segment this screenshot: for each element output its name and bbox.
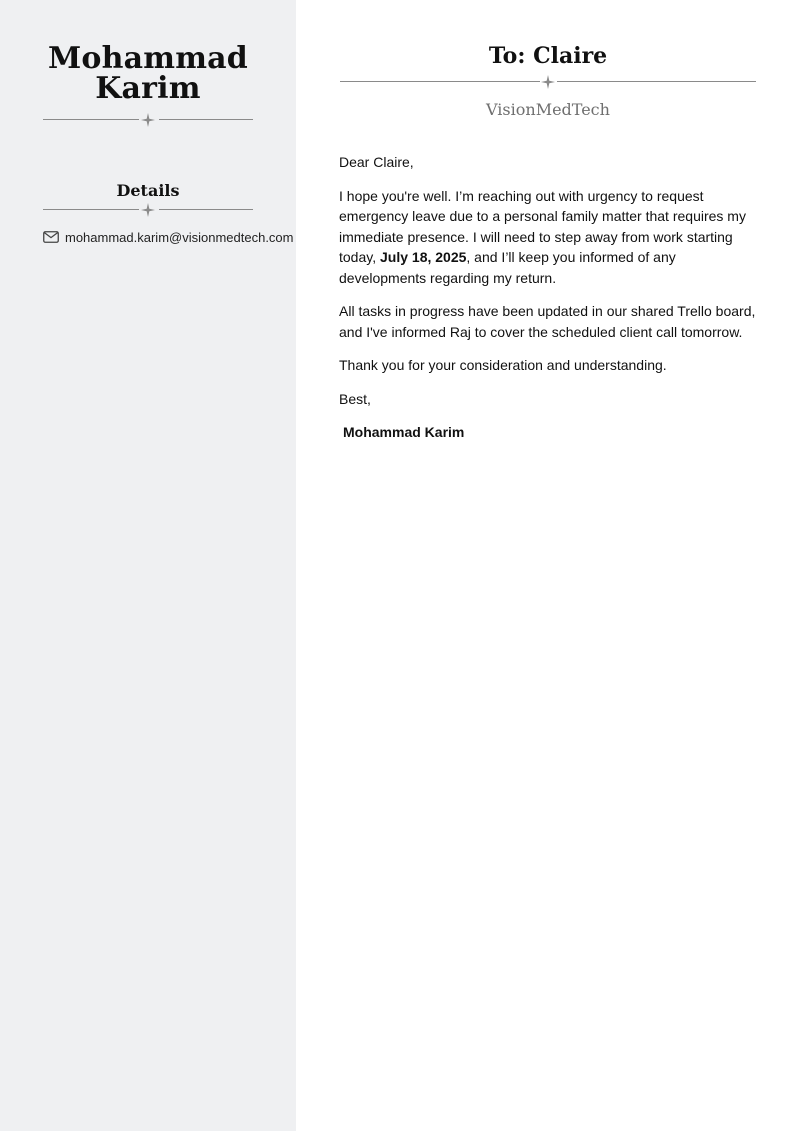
closing: Best, [339,390,371,407]
paragraph-1-text-start: I hope you're well. I’m reaching out with urgency to request emergency leave due to a personal family matter that requires my immediate presence. I will need to step away from work starting today, [339,187,746,265]
letter-body [339,152,759,456]
email-link[interactable]: mohammad.karim@visionmedtech.com [65,229,294,245]
sparkle-icon [141,113,155,127]
leave-start-date: July 18, 2025 [380,249,467,265]
name-divider [43,113,253,127]
paragraph-1-text-end: , and I’ll keep you informed of any developments regarding my return. [339,249,676,286]
recipient-heading: To: Claire [488,43,608,69]
sidebar [0,0,296,1131]
paragraph-3: Thank you for your consideration and understanding. [339,357,667,373]
details-divider [43,203,253,217]
envelope-icon [43,231,59,243]
sender-first-name: Mohammad [48,41,248,76]
recipient-divider [340,75,756,89]
email-row[interactable] [43,228,294,246]
sparkle-icon [541,75,555,89]
signature: Mohammad Karim [343,424,465,440]
paragraph-1 [339,186,759,289]
sparkle-icon [141,203,155,217]
paragraph-2: All tasks in progress have been updated in our shared Trello board, and I've informed Raj to cover the scheduled client call tomorrow. [339,303,756,340]
salutation: Dear Claire, [339,154,414,170]
details-heading: Details [116,181,180,200]
company-name: VisionMedTech [486,100,610,119]
sender-last-name: Karim [95,71,201,106]
